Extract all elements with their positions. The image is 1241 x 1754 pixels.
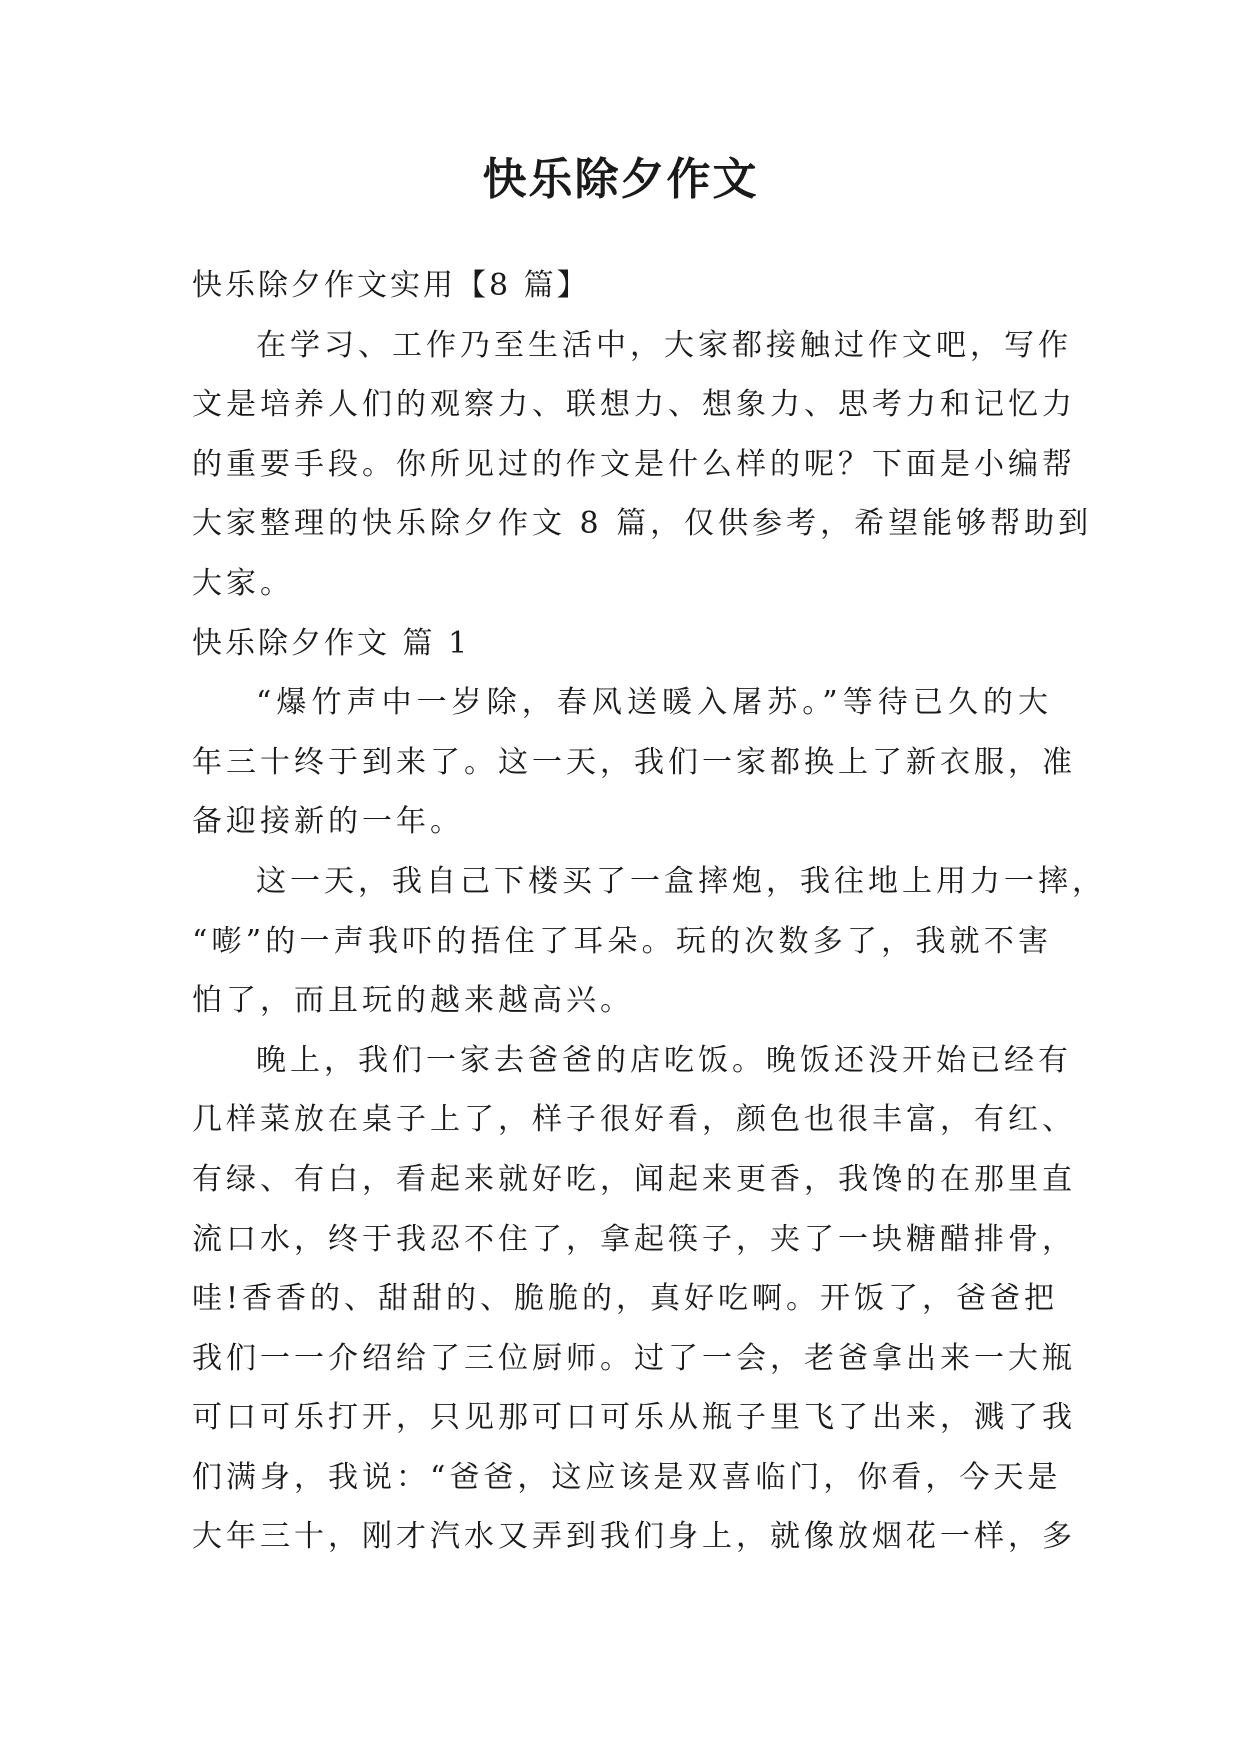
text-line: 大年三十，刚才汽水又弄到我们身上，就像放烟花一样，多 xyxy=(192,1519,1076,1555)
text-line: 哇!香香的、甜甜的、脆脆的，真好吃啊。开饭了，爸爸把 xyxy=(192,1281,1059,1317)
text-line: “嘭”的一声我吓的捂住了耳朵。玩的次数多了，我就不害 xyxy=(192,923,1052,959)
text-line: 年三十终于到来了。这一天，我们一家都换上了新衣服，准 xyxy=(192,744,1076,780)
text-line: 晚上，我们一家去爸爸的店吃饭。晚饭还没开始已经有 xyxy=(256,1042,1072,1078)
text-line: 们满身，我说：“爸爸，这应该是双喜临门，你看，今天是 xyxy=(192,1459,1062,1495)
text-line: 这一天，我自己下楼买了一盒摔炮，我往地上用力一摔， xyxy=(256,863,1106,899)
section-heading: 快乐除夕作文 篇 1 xyxy=(192,625,471,661)
text-line: 在学习、工作乃至生活中，大家都接触过作文吧，写作 xyxy=(256,327,1072,363)
text-line: 备迎接新的一年。 xyxy=(192,804,464,840)
document-title: 快乐除夕作文 xyxy=(482,154,759,205)
text-line: 文是培养人们的观察力、联想力、想象力、思考力和记忆力 xyxy=(192,387,1076,423)
text-line: 怕了，而且玩的越来越高兴。 xyxy=(192,983,634,1019)
document-body xyxy=(192,256,1106,1567)
text-line: 的重要手段。你所见过的作文是什么样的呢？下面是小编帮 xyxy=(192,446,1076,482)
text-line: 流口水，终于我忍不住了，拿起筷子，夹了一块糖醋排骨， xyxy=(192,1221,1076,1257)
text-line: 有绿、有白，看起来就好吃，闻起来更香，我馋的在那里直 xyxy=(192,1161,1076,1197)
text-line: 快乐除夕作文实用【8 篇】 xyxy=(192,268,590,303)
text-line: 我们一一介绍给了三位厨师。过了一会，老爸拿出来一大瓶 xyxy=(192,1340,1076,1376)
text-line: 大家整理的快乐除夕作文 8 篇，仅供参考，希望能够帮助到 xyxy=(192,506,1093,542)
text-line: 大家。 xyxy=(192,565,294,601)
text-line: “爆竹声中一岁除，春风送暖入屠苏。”等待已久的大 xyxy=(256,685,1052,721)
text-line: 几样菜放在桌子上了，样子很好看，颜色也很丰富，有红、 xyxy=(192,1102,1076,1138)
text-line: 可口可乐打开，只见那可口可乐从瓶子里飞了出来，溅了我 xyxy=(192,1400,1076,1436)
